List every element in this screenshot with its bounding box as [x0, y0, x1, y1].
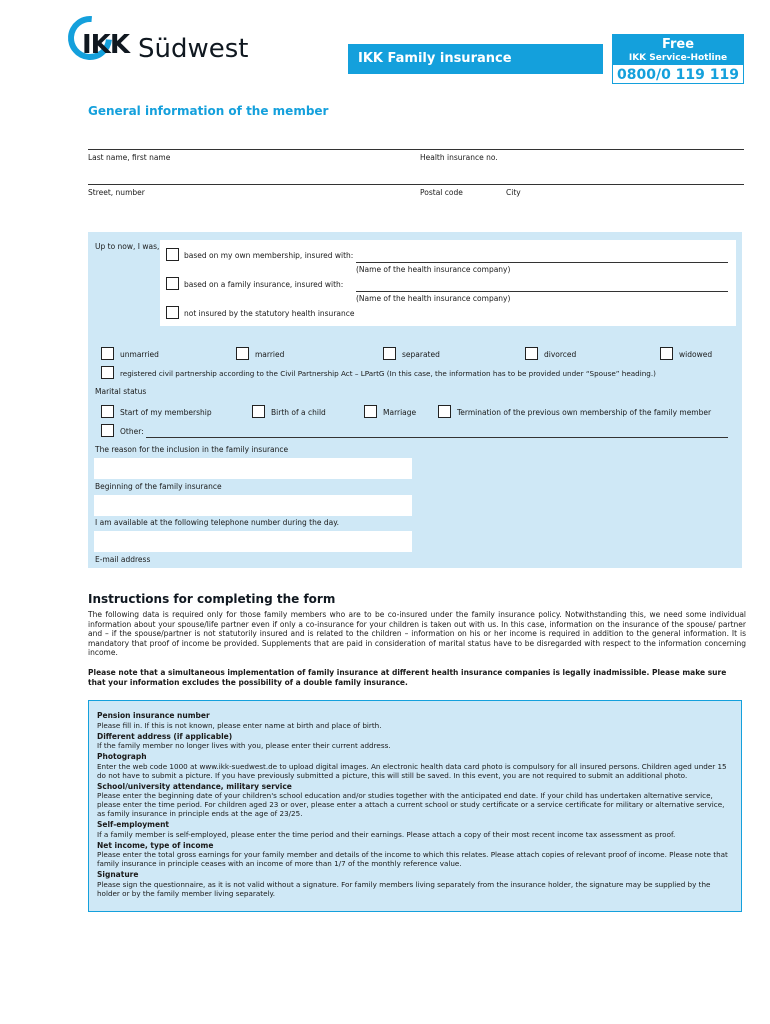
- married-checkbox[interactable]: [236, 347, 249, 360]
- separated-checkbox[interactable]: [383, 347, 396, 360]
- beginning-field[interactable]: [94, 495, 412, 516]
- instructions-note: Please note that a simultaneous implementation of family insurance at different health insurance companies is legally inadmissible. Please make sure that your information excludes the possibility of a double family insurance.: [88, 668, 727, 687]
- family-insurance-checkbox[interactable]: [166, 277, 179, 290]
- widowed-label: widowed: [679, 350, 713, 359]
- partnership-label: registered civil partnership according to the Civil Partnership Act – LPartG (In this case, the information has to be provided under “Spouse” heading.): [120, 369, 656, 378]
- tip-text: If a family member is self-employed, please enter the time period and their earnings. Please attach a copy of their most recent income tax assessment as proof.: [97, 829, 676, 839]
- tip-heading: Signature: [97, 870, 139, 879]
- tip-text: Please fill in. If this is not known, please enter name at birth and place of birth.: [97, 720, 382, 730]
- divorced-checkbox[interactable]: [525, 347, 538, 360]
- tip-heading: Pension insurance number: [97, 711, 210, 720]
- reason-label: The reason for the inclusion in the family insurance: [95, 445, 289, 454]
- status-intro: Up to now, I was,: [95, 242, 160, 251]
- tip-heading: Self-employment: [97, 820, 170, 829]
- birth-child-label: Birth of a child: [271, 408, 326, 417]
- instructions-body: The following data is required only for those family members who are to be co-insured under the family insurance policy. Notwithstanding this, we need some individual information about your spouse/life partner even if only a co-insurance for your children is taken out with us. In this case, information on the insurance of the spouse/ partner and – if the spouse/partner is not statutorily insured and is related to the children – information on his or her income is required in addition to the general information. It is mandatory that proof of income be provided. Supplements that are paid in consideration of marital status have to be disregarded with respect to the information concerning income.: [88, 610, 746, 658]
- partnership-checkbox[interactable]: [101, 366, 114, 379]
- form-banner: IKK Family insurance: [348, 44, 603, 74]
- phone-label: I am available at the following telephone number during the day.: [95, 518, 339, 527]
- other-reason-line[interactable]: [146, 437, 728, 438]
- health-insurance-no-label: Health insurance no.: [420, 153, 498, 162]
- family-insurance-label: based on a family insurance, insured with:: [184, 280, 344, 289]
- other-reason-label: Other:: [120, 427, 144, 436]
- marriage-checkbox[interactable]: [364, 405, 377, 418]
- tip-heading: Net income, type of income: [97, 840, 214, 850]
- divider: [88, 184, 744, 185]
- termination-checkbox[interactable]: [438, 405, 451, 418]
- separated-label: separated: [402, 350, 440, 359]
- not-insured-label: not insured by the statutory health insurance: [184, 309, 355, 318]
- own-membership-label: based on my own membership, insured with:: [184, 251, 354, 260]
- divorced-label: divorced: [544, 350, 577, 359]
- other-reason-checkbox[interactable]: [101, 424, 114, 437]
- tip-heading: Different address (if applicable): [97, 731, 233, 741]
- family-insurer-hint: (Name of the health insurance company): [356, 294, 511, 303]
- tip-text: Please enter the beginning date of your children's school education and/or studies together with the anticipated end date. If your child has undertaken alternative service, please enter the time period. For children aged 23 or over, please enter a attach a current school or study certificate or a service certificate for military or alternative service, as family insurance in principle ends at the age of 23/25.: [97, 791, 725, 818]
- birth-child-checkbox[interactable]: [252, 405, 265, 418]
- beginning-label: Beginning of the family insurance: [95, 482, 222, 491]
- reason-field[interactable]: [94, 458, 412, 479]
- own-insurer-hint: (Name of the health insurance company): [356, 265, 511, 274]
- start-membership-label: Start of my membership: [120, 408, 212, 417]
- postal-code-label: Postal code: [420, 188, 463, 197]
- hotline-label: IKK Service-Hotline: [628, 53, 728, 63]
- own-insurer-line[interactable]: [356, 262, 728, 263]
- tip-text: Enter the web code 1000 at www.ikk-suedwest.de to upload digital images. An electronic health data card photo is compulsory for all insured persons. Children aged under 15 do not have to submit a picture. If you have previously submitted a picture, this will still be saved. In this event, you are not required to submit an additional photo.: [97, 761, 727, 780]
- instructions-title: Instructions for completing the form: [88, 592, 336, 606]
- divider: [88, 149, 744, 150]
- tip-heading: Photograph: [97, 752, 147, 761]
- marriage-label: Marriage: [383, 408, 417, 417]
- family-insurer-line[interactable]: [356, 291, 728, 292]
- email-label: E-mail address: [95, 555, 151, 564]
- hotline-number: 0800/0 119 119: [612, 64, 744, 84]
- unmarried-label: unmarried: [120, 350, 159, 359]
- marital-status-label: Marital status: [95, 387, 147, 396]
- tip-heading: School/university attendance, military service: [97, 781, 292, 791]
- phone-field[interactable]: [94, 531, 412, 552]
- hotline-free: Free: [661, 37, 695, 52]
- street-label: Street, number: [88, 188, 145, 197]
- termination-label: Termination of the previous own membership of the family member: [457, 408, 712, 417]
- instructions-tips-box: [88, 700, 742, 912]
- last-name-label: Last name, first name: [88, 153, 171, 162]
- married-label: married: [255, 350, 285, 359]
- tip-text: Please enter the total gross earnings for your family member and details of the income to which this relates. Please attach copies of relevant proof of income. Please note that family insurance in principle ceases with an income of more than 1/7 of the monthly reference value.: [97, 850, 728, 868]
- start-membership-checkbox[interactable]: [101, 405, 114, 418]
- tip-text: Please sign the questionnaire, as it is not valid without a signature. For family members living separately from the insurance holder, the signature may be supplied by the holder or by the family member living separately.: [97, 879, 711, 898]
- section-title-general: General information of the member: [88, 104, 329, 118]
- tip-text: If the family member no longer lives with you, please enter their current address.: [97, 741, 391, 750]
- city-label: City: [506, 188, 521, 197]
- logo-name: Südwest: [138, 34, 249, 64]
- own-membership-checkbox[interactable]: [166, 248, 179, 261]
- unmarried-checkbox[interactable]: [101, 347, 114, 360]
- not-insured-checkbox[interactable]: [166, 306, 179, 319]
- logo-brand: IKK: [82, 30, 129, 60]
- widowed-checkbox[interactable]: [660, 347, 673, 360]
